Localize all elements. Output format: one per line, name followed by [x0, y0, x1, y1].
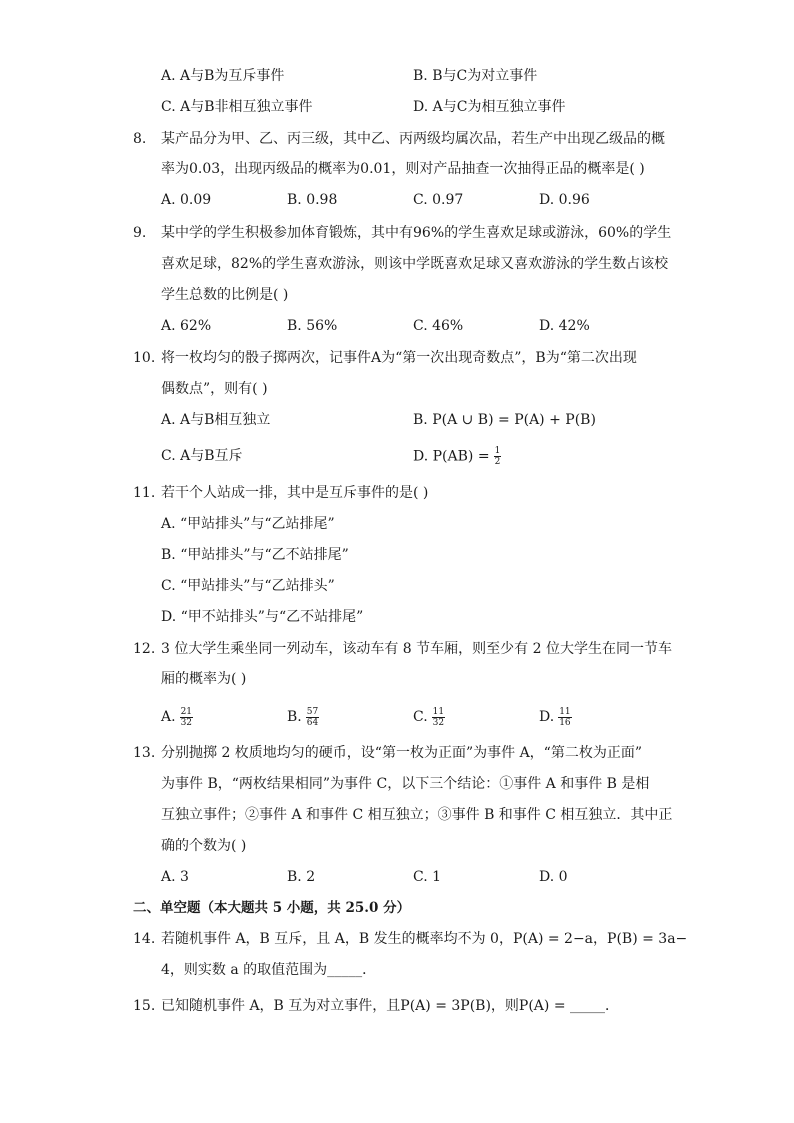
- q11-option-a: A. “甲站排头”与“乙站排尾”: [161, 516, 335, 532]
- q10-option-a: A. A与B相互独立: [161, 412, 271, 428]
- fraction-numerator: 1: [494, 446, 501, 456]
- question-text-line: 某产品分为甲、乙、丙三级，其中乙、丙两级均属次品，若生产中出现乙级品的概: [161, 131, 665, 147]
- q8-option-b: B. 0.98: [287, 192, 338, 208]
- question-text-line: 喜欢足球，82%的学生喜欢游泳，则该中学既喜欢足球又喜欢游泳的学生数占该校: [161, 256, 669, 272]
- question-text-line: 偶数点”，则有( ): [161, 381, 268, 397]
- q11-option-d: D. “甲不站排头”与“乙不站排尾”: [161, 609, 364, 625]
- q7-option-d: D. A与C为相互独立事件: [413, 99, 566, 115]
- question-text-line: 4，则实数 a 的取值范围为_____．: [161, 962, 377, 978]
- option-label: C.: [413, 709, 428, 725]
- q8-option-a: A. 0.09: [161, 192, 212, 208]
- q7-option-c: C. A与B非相互独立事件: [161, 99, 313, 115]
- q7-options: [161, 66, 721, 126]
- question-text-line: 率为0.03，出现丙级品的概率为0.01，则对产品抽查一次抽得正品的概率是( ): [161, 161, 645, 177]
- fraction-denominator: 32: [180, 717, 193, 728]
- question-10: [133, 348, 663, 398]
- question-text-line: 某中学的学生积极参加体育锻炼，其中有96%的学生喜欢足球或游泳，60%的学生: [161, 225, 672, 241]
- option-label: D.: [539, 709, 555, 725]
- question-number: 12.: [133, 641, 156, 657]
- q12-options: [161, 705, 721, 729]
- question-9: [133, 223, 672, 303]
- question-number: 11.: [133, 485, 156, 501]
- question-8: [133, 129, 663, 179]
- question-number: 8.: [133, 131, 147, 147]
- question-text-line: 将一枚均匀的骰子掷两次，记事件A为“第一次出现奇数点”，B为“第二次出现: [161, 350, 637, 366]
- question-number: 10.: [133, 350, 156, 366]
- fraction: [432, 707, 445, 728]
- question-14: [133, 929, 688, 979]
- question-11: [133, 483, 663, 503]
- fraction-numerator: 57: [306, 706, 319, 717]
- q8-option-d: D. 0.96: [539, 192, 590, 208]
- fraction-denominator: 2: [494, 457, 501, 467]
- question-text-line: 若干个人站成一排，其中是互斥事件的是( ): [161, 485, 429, 501]
- q12-option-b: [287, 705, 319, 729]
- question-number: 14.: [133, 931, 156, 947]
- question-text-line: 确的个数为( ): [161, 838, 247, 854]
- question-13: [133, 743, 673, 854]
- question-text-line: 学生总数的比例是( ): [161, 287, 289, 303]
- fraction: [306, 707, 319, 728]
- option-label: A.: [161, 709, 176, 725]
- question-text-line: 互独立事件；②事件 A 和事件 C 相互独立；③事件 B 和事件 C 相互独立．其中正: [161, 807, 673, 823]
- fraction: [494, 446, 502, 467]
- q10-option-d: [413, 446, 501, 467]
- question-number: 15.: [133, 998, 156, 1014]
- option-label: B.: [287, 709, 302, 725]
- fraction-denominator: 32: [432, 717, 445, 728]
- q9-option-c: C. 46%: [413, 318, 464, 334]
- section-heading: 二、单空题（本大题共 5 小题，共 25.0 分）: [133, 900, 411, 916]
- q9-option-a: A. 62%: [161, 318, 212, 334]
- question-text-line: 为事件 B，“两枚结果相同”为事件 C，以下三个结论：①事件 A 和事件 B 是相: [161, 776, 650, 792]
- q11-option-c: C. “甲站排头”与“乙站排头”: [161, 578, 335, 594]
- q7-option-b: B. B与C为对立事件: [413, 68, 538, 84]
- q13-option-b: B. 2: [287, 869, 316, 885]
- q13-options: [161, 867, 721, 887]
- q9-option-b: B. 56%: [287, 318, 338, 334]
- q10-option-c: C. A与B互斥: [161, 448, 243, 464]
- q10-option-d-text: D. P(AB) =: [413, 448, 490, 465]
- q12-option-a: [161, 705, 193, 729]
- fraction: [180, 707, 193, 728]
- q7-option-a: A. A与B为互斥事件: [161, 68, 285, 84]
- fraction-numerator: 21: [180, 706, 193, 717]
- q13-option-a: A. 3: [161, 869, 189, 885]
- fraction-numerator: 11: [432, 706, 445, 717]
- q11-option-b: B. “甲站排头”与“乙不站排尾”: [161, 547, 349, 563]
- q9-options: [161, 316, 721, 336]
- question-number: 9.: [133, 225, 147, 241]
- q9-option-d: D. 42%: [539, 318, 590, 334]
- q8-option-c: C. 0.97: [413, 192, 464, 208]
- q12-option-d: [539, 705, 572, 729]
- q13-option-c: C. 1: [413, 869, 442, 885]
- question-text-line: 厢的概率为( ): [161, 671, 247, 687]
- question-text-line: 3 位大学生乘坐同一列动车，该动车有 8 节车厢，则至少有 2 位大学生在同一节车: [161, 641, 672, 657]
- question-text-line: 分别抛掷 2 枚质地均匀的硬币，设“第一枚为正面”为事件 A，“第二枚为正面”: [161, 745, 642, 761]
- fraction-denominator: 64: [306, 717, 319, 728]
- q13-option-d: D. 0: [539, 869, 568, 885]
- fraction: [558, 707, 571, 728]
- question-12: [133, 639, 672, 689]
- question-number: 13.: [133, 745, 156, 761]
- fraction-denominator: 16: [559, 717, 571, 728]
- q10-options: [161, 410, 721, 470]
- q10-option-b: B. P(A ∪ B) = P(A) + P(B): [413, 412, 596, 428]
- question-15: [133, 996, 663, 1016]
- q8-options: [161, 190, 721, 210]
- fraction-numerator: 11: [559, 706, 571, 717]
- question-text-line: 已知随机事件 A，B 互为对立事件，且P(A) = 3P(B)，则P(A) = _____．: [161, 998, 620, 1014]
- question-text-line: 若随机事件 A，B 互斥，且 A，B 发生的概率均不为 0，P(A) = 2−a，P(B) = 3a−: [161, 931, 688, 947]
- q12-option-c: [413, 705, 445, 729]
